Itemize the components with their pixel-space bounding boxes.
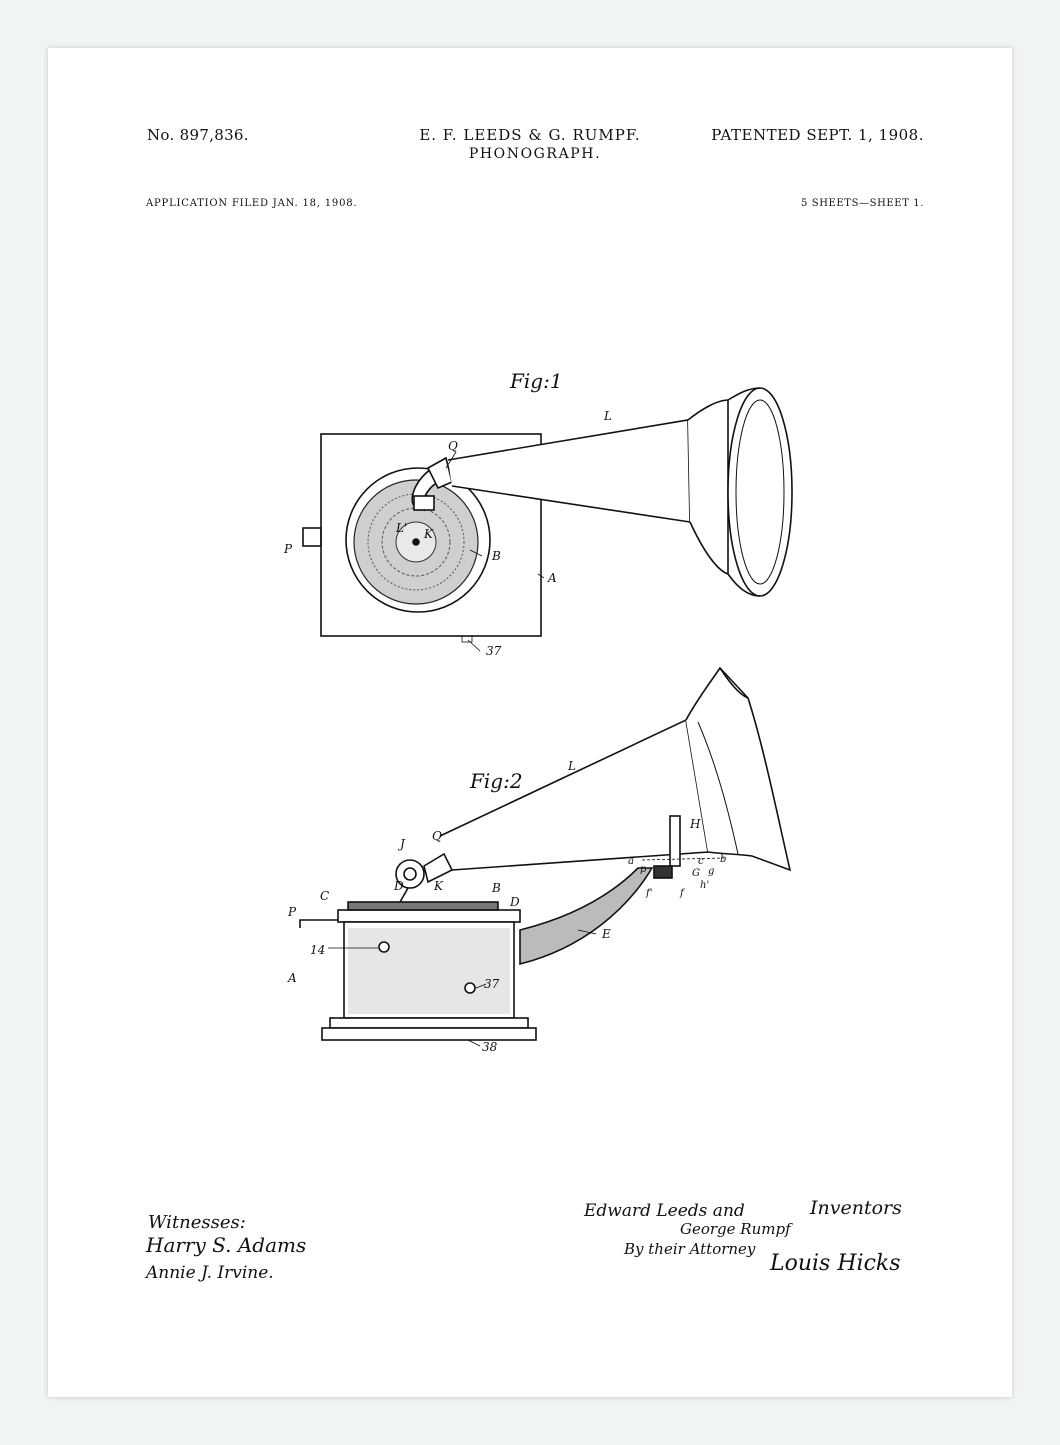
fig1-label-B: B	[492, 549, 501, 563]
invention-title: PHONOGRAPH.	[468, 146, 602, 162]
patented-date: PATENTED SEPT. 1, 1908.	[711, 126, 924, 144]
fig1-label-Q: Q	[448, 439, 458, 453]
fig2-label-H: H	[690, 817, 701, 831]
sound-box	[414, 496, 434, 510]
fig2-label-f: f	[680, 888, 684, 899]
fig2-label-P: P	[288, 905, 297, 919]
fig2-label-b: b	[720, 854, 727, 865]
fig2-label-A: A	[288, 971, 297, 985]
fig2-label-Q: Q	[432, 829, 442, 843]
horn-support-crane	[520, 868, 652, 964]
inventor-2-signature: George Rumpf	[680, 1220, 791, 1238]
by-attorney-line: By their Attorney	[624, 1240, 756, 1258]
fig2-label-D-small: D	[394, 879, 404, 893]
inventor-1-signature: Edward Leeds and	[584, 1201, 745, 1221]
patent-drawing	[48, 48, 1012, 1397]
fig2-label-38: 38	[482, 1040, 498, 1054]
inventors-names: E. F. LEEDS & G. RUMPF.	[419, 126, 641, 144]
fig2-label-14: 14	[310, 943, 326, 957]
crane-post	[670, 816, 680, 866]
figure-1	[283, 369, 792, 658]
fig2-label-L: L	[568, 759, 576, 773]
horn-cone-side	[440, 720, 708, 870]
fig2-label-c: c	[698, 856, 704, 867]
witness-1-signature: Harry S. Adams	[146, 1233, 307, 1257]
patent-sheet	[48, 48, 1012, 1397]
fig2-label-C: C	[320, 889, 330, 903]
fig1-label-A: A	[548, 571, 557, 585]
fig2-label-B: B	[492, 881, 501, 895]
figure-1-caption: Fig:1	[510, 369, 563, 393]
fig2-label-J: J	[400, 837, 405, 851]
horn-bell	[728, 388, 792, 596]
fig2-label-g: g	[708, 866, 715, 877]
inventors-heading: Inventors	[810, 1197, 902, 1219]
cabinet-base-top	[330, 1018, 528, 1028]
fig1-label-P: P	[284, 542, 293, 556]
speed-knob	[465, 983, 475, 993]
figure-2	[287, 668, 790, 1054]
signatures	[144, 1197, 902, 1283]
fig2-label-f-prime: f'	[646, 888, 653, 899]
tone-arm-side	[424, 854, 452, 882]
turntable-side	[348, 902, 498, 910]
witness-2-signature: Annie J. Irvine.	[146, 1263, 274, 1283]
fig1-label-L: L	[604, 409, 612, 423]
fig2-label-h-prime: h'	[700, 880, 710, 891]
crank-handle	[300, 920, 338, 928]
cabinet-base	[322, 1028, 536, 1040]
crank-stub	[303, 528, 321, 546]
witnesses-heading: Witnesses:	[148, 1212, 246, 1233]
fig2-label-D: D	[510, 895, 520, 909]
fig2-label-G: G	[692, 868, 700, 879]
crane-clamp	[654, 866, 672, 878]
fig2-label-a: a	[628, 856, 634, 867]
fig1-label-L-prime: L'	[396, 521, 408, 535]
horn-cone	[448, 420, 690, 522]
sheet-info: 5 SHEETS—SHEET 1.	[801, 198, 924, 209]
application-filed: APPLICATION FILED JAN. 18, 1908.	[146, 198, 358, 209]
fig2-label-E: E	[602, 927, 611, 941]
cabinet-knob	[379, 942, 389, 952]
patent-number: No. 897,836.	[147, 126, 249, 144]
fig2-label-K: K	[434, 879, 443, 893]
fig2-label-37: 37	[484, 977, 500, 991]
fig1-label-37: 37	[486, 644, 502, 658]
figure-2-caption: Fig:2	[470, 769, 523, 793]
cabinet-lid	[338, 910, 520, 922]
attorney-signature: Louis Hicks	[770, 1251, 901, 1276]
fig2-label-p: p	[640, 864, 647, 875]
fig1-label-K: K	[424, 527, 433, 541]
